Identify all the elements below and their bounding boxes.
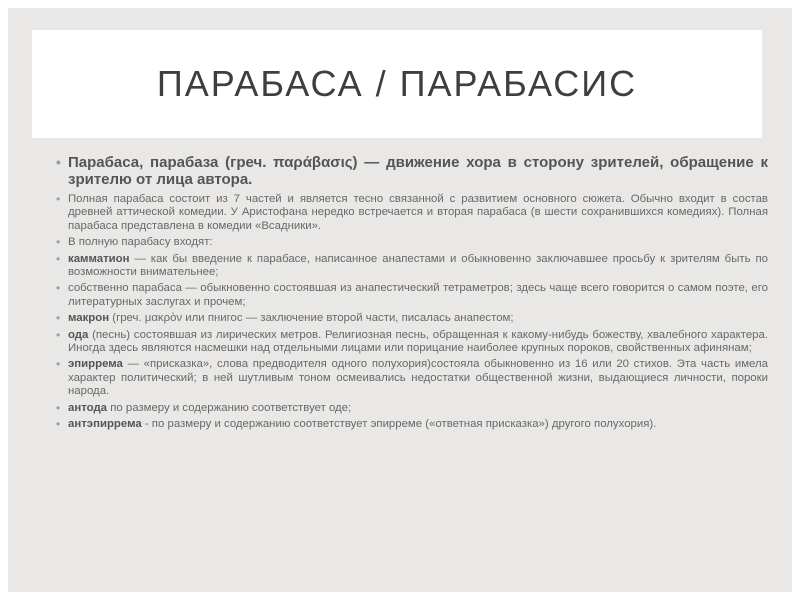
list-item (56, 193, 768, 233)
list-item (56, 253, 768, 280)
list-item (56, 329, 768, 356)
slide (8, 8, 792, 592)
item-text: (песнь) состоявшая из лирических метров. Религиозная песнь, обращенная к какому-нибудь божеству, хвалебного характера. Иногда здесь являются насмешки над отдельными лицами или порицание наиболее крупных пороков, свойственных афинянам; (68, 328, 768, 355)
bullet-icon: • (56, 281, 61, 296)
item-text: собственно парабаса — обыкновенно состоявшая из анапестический тетраметров; здесь чаще всего говорится о самом поэте, его литературных заслугах и прочем; (68, 282, 768, 308)
bullet-icon: • (56, 311, 61, 326)
item-text: — как бы введение к парабасе, написанное анапестами и обыкновенно заключавшее просьбу к зрителям быть по возможности внимательнее; (68, 252, 768, 279)
bullet-icon: • (56, 357, 61, 372)
bullet-icon: • (56, 154, 61, 170)
item-text: — «присказка», слова предводителя одного полухория)состояла обыкновенно из 16 или 20 стихов. Эта часть имела характер политический; в ней шутливым тоном осмеивались недостатки общественной жизни, выдающиеся личности, пороки народа. (68, 358, 768, 398)
list-item (56, 236, 768, 249)
title-box (32, 30, 762, 138)
item-term: антода (68, 401, 108, 414)
item-text: (греч. μακρὸν или пнигос — заключение второй части, писалась анапестом; (109, 312, 514, 325)
list-item (56, 312, 768, 325)
item-text: Полная парабаса состоит из 7 частей и является тесно связанной с развитием основного сюжета. Обычно входит в состав древней аттической комедии. У Аристофана нередко встречается и вторая парабаса (в шести сохранившихся комедиях). Полная парабаса представлена в комедии «Всадники». (68, 193, 768, 232)
list-item (56, 402, 768, 415)
bullet-icon: • (56, 251, 61, 266)
bullet-icon: • (56, 235, 61, 250)
list-item (56, 154, 768, 188)
item-term: камматион (68, 252, 130, 265)
slide-title: ПАРАБАСА / ПАРАБАСИС (156, 63, 638, 104)
item-text: по размеру и содержанию соответствует оде; (107, 401, 352, 414)
item-term: антэпиррема (68, 418, 142, 431)
item-text: Парабаса, парабаза (греч. παράβασις) — движение хора в сторону зрителей, обращение к зрителю от лица автора. (68, 154, 768, 188)
bullet-icon: • (56, 417, 61, 432)
list-item (56, 282, 768, 309)
item-term: макрон (68, 312, 110, 325)
item-term: ода (68, 328, 89, 341)
bullet-list (56, 154, 768, 435)
bullet-icon: • (56, 192, 61, 206)
list-item (56, 358, 768, 398)
item-text: В полную парабасу входят: (68, 236, 213, 249)
item-term: эпиррема (68, 358, 123, 371)
bullet-icon: • (56, 400, 61, 415)
list-item (56, 418, 768, 431)
bullet-icon: • (56, 327, 61, 342)
item-text: - по размеру и содержанию соответствует эпирреме («ответная присказка») другого полухория). (141, 418, 657, 431)
